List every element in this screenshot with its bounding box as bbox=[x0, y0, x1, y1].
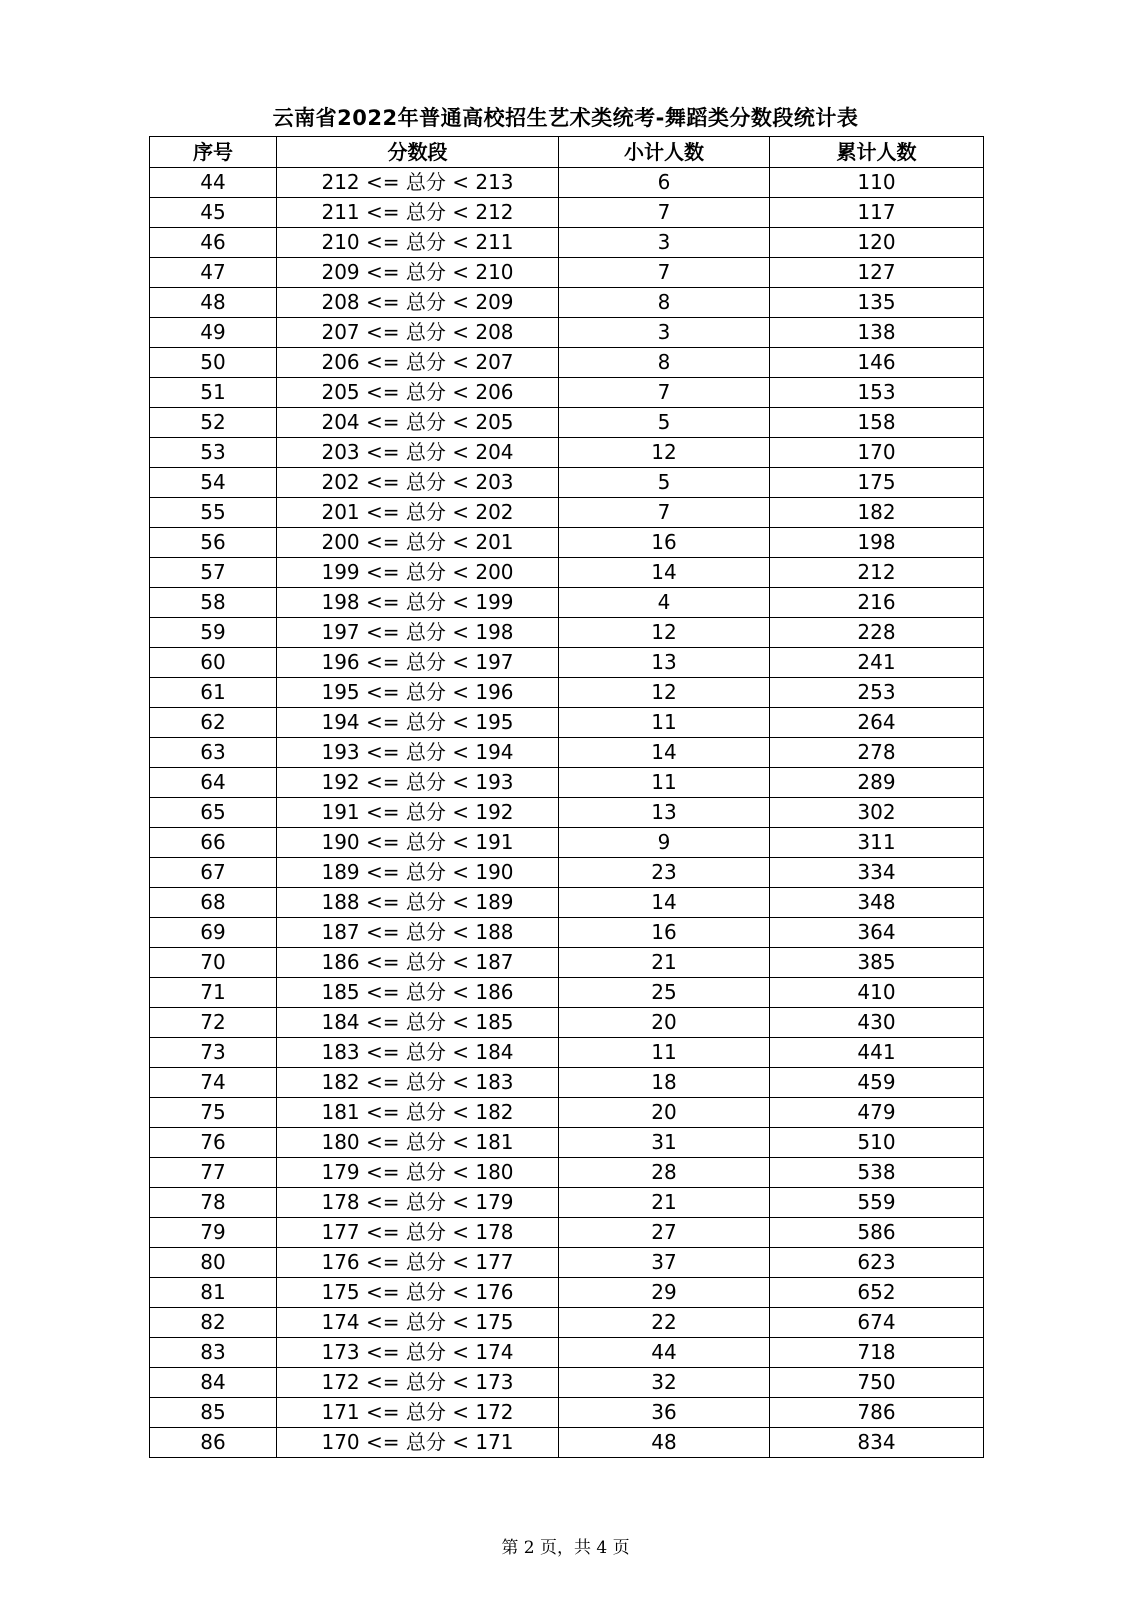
cell-seq: 86 bbox=[150, 1428, 277, 1458]
table-row bbox=[150, 498, 984, 528]
cell-subtotal: 36 bbox=[559, 1398, 770, 1428]
cell-subtotal: 3 bbox=[559, 318, 770, 348]
cell-score-range: 192 <= 总分 < 193 bbox=[277, 768, 559, 798]
cell-score-range: 205 <= 总分 < 206 bbox=[277, 378, 559, 408]
cell-score-range: 184 <= 总分 < 185 bbox=[277, 1008, 559, 1038]
cell-subtotal: 8 bbox=[559, 348, 770, 378]
cell-subtotal: 21 bbox=[559, 948, 770, 978]
cell-score-range: 181 <= 总分 < 182 bbox=[277, 1098, 559, 1128]
cell-cumulative: 559 bbox=[770, 1188, 984, 1218]
cell-seq: 51 bbox=[150, 378, 277, 408]
cell-subtotal: 12 bbox=[559, 618, 770, 648]
cell-cumulative: 170 bbox=[770, 438, 984, 468]
cell-score-range: 210 <= 总分 < 211 bbox=[277, 228, 559, 258]
cell-seq: 56 bbox=[150, 528, 277, 558]
cell-cumulative: 538 bbox=[770, 1158, 984, 1188]
cell-score-range: 208 <= 总分 < 209 bbox=[277, 288, 559, 318]
table-row bbox=[150, 1128, 984, 1158]
table-row bbox=[150, 738, 984, 768]
cell-seq: 72 bbox=[150, 1008, 277, 1038]
cell-seq: 79 bbox=[150, 1218, 277, 1248]
header-seq: 序号 bbox=[150, 137, 277, 168]
cell-seq: 57 bbox=[150, 558, 277, 588]
cell-seq: 82 bbox=[150, 1308, 277, 1338]
cell-cumulative: 182 bbox=[770, 498, 984, 528]
cell-subtotal: 11 bbox=[559, 1038, 770, 1068]
header-subtotal: 小计人数 bbox=[559, 137, 770, 168]
cell-cumulative: 586 bbox=[770, 1218, 984, 1248]
cell-subtotal: 16 bbox=[559, 918, 770, 948]
cell-score-range: 185 <= 总分 < 186 bbox=[277, 978, 559, 1008]
cell-subtotal: 6 bbox=[559, 168, 770, 198]
cell-score-range: 175 <= 总分 < 176 bbox=[277, 1278, 559, 1308]
cell-seq: 53 bbox=[150, 438, 277, 468]
table-row bbox=[150, 228, 984, 258]
cell-seq: 44 bbox=[150, 168, 277, 198]
cell-cumulative: 198 bbox=[770, 528, 984, 558]
cell-score-range: 187 <= 总分 < 188 bbox=[277, 918, 559, 948]
cell-cumulative: 479 bbox=[770, 1098, 984, 1128]
cell-seq: 62 bbox=[150, 708, 277, 738]
header-score-range: 分数段 bbox=[277, 137, 559, 168]
cell-seq: 83 bbox=[150, 1338, 277, 1368]
cell-subtotal: 29 bbox=[559, 1278, 770, 1308]
cell-seq: 75 bbox=[150, 1098, 277, 1128]
table-row bbox=[150, 438, 984, 468]
cell-subtotal: 20 bbox=[559, 1098, 770, 1128]
cell-cumulative: 127 bbox=[770, 258, 984, 288]
cell-subtotal: 11 bbox=[559, 708, 770, 738]
cell-cumulative: 228 bbox=[770, 618, 984, 648]
cell-cumulative: 834 bbox=[770, 1428, 984, 1458]
table-row bbox=[150, 1368, 984, 1398]
table-row bbox=[150, 1308, 984, 1338]
cell-cumulative: 120 bbox=[770, 228, 984, 258]
cell-score-range: 183 <= 总分 < 184 bbox=[277, 1038, 559, 1068]
table-row bbox=[150, 1218, 984, 1248]
cell-seq: 74 bbox=[150, 1068, 277, 1098]
cell-seq: 54 bbox=[150, 468, 277, 498]
cell-cumulative: 241 bbox=[770, 648, 984, 678]
cell-cumulative: 410 bbox=[770, 978, 984, 1008]
cell-subtotal: 7 bbox=[559, 378, 770, 408]
cell-subtotal: 23 bbox=[559, 858, 770, 888]
cell-score-range: 203 <= 总分 < 204 bbox=[277, 438, 559, 468]
cell-score-range: 173 <= 总分 < 174 bbox=[277, 1338, 559, 1368]
cell-cumulative: 135 bbox=[770, 288, 984, 318]
cell-cumulative: 786 bbox=[770, 1398, 984, 1428]
cell-score-range: 188 <= 总分 < 189 bbox=[277, 888, 559, 918]
table-row bbox=[150, 588, 984, 618]
table-row bbox=[150, 768, 984, 798]
page-title: 云南省2022年普通高校招生艺术类统考-舞蹈类分数段统计表 bbox=[272, 106, 859, 130]
cell-subtotal: 13 bbox=[559, 798, 770, 828]
cell-cumulative: 430 bbox=[770, 1008, 984, 1038]
cell-subtotal: 5 bbox=[559, 408, 770, 438]
table-row bbox=[150, 168, 984, 198]
cell-seq: 70 bbox=[150, 948, 277, 978]
cell-seq: 48 bbox=[150, 288, 277, 318]
cell-subtotal: 9 bbox=[559, 828, 770, 858]
table-row bbox=[150, 618, 984, 648]
cell-score-range: 172 <= 总分 < 173 bbox=[277, 1368, 559, 1398]
cell-subtotal: 44 bbox=[559, 1338, 770, 1368]
cell-score-range: 186 <= 总分 < 187 bbox=[277, 948, 559, 978]
cell-seq: 46 bbox=[150, 228, 277, 258]
cell-subtotal: 37 bbox=[559, 1248, 770, 1278]
cell-seq: 66 bbox=[150, 828, 277, 858]
cell-score-range: 202 <= 总分 < 203 bbox=[277, 468, 559, 498]
table-row bbox=[150, 1098, 984, 1128]
table-row bbox=[150, 888, 984, 918]
cell-seq: 61 bbox=[150, 678, 277, 708]
table-row bbox=[150, 1428, 984, 1458]
cell-subtotal: 4 bbox=[559, 588, 770, 618]
cell-score-range: 176 <= 总分 < 177 bbox=[277, 1248, 559, 1278]
cell-subtotal: 27 bbox=[559, 1218, 770, 1248]
table-row bbox=[150, 858, 984, 888]
table-row bbox=[150, 1158, 984, 1188]
cell-seq: 69 bbox=[150, 918, 277, 948]
cell-seq: 49 bbox=[150, 318, 277, 348]
table-row bbox=[150, 978, 984, 1008]
cell-score-range: 206 <= 总分 < 207 bbox=[277, 348, 559, 378]
cell-seq: 64 bbox=[150, 768, 277, 798]
cell-score-range: 182 <= 总分 < 183 bbox=[277, 1068, 559, 1098]
cell-score-range: 204 <= 总分 < 205 bbox=[277, 408, 559, 438]
cell-seq: 52 bbox=[150, 408, 277, 438]
cell-cumulative: 652 bbox=[770, 1278, 984, 1308]
table-row bbox=[150, 318, 984, 348]
cell-cumulative: 110 bbox=[770, 168, 984, 198]
cell-subtotal: 22 bbox=[559, 1308, 770, 1338]
table-row bbox=[150, 798, 984, 828]
cell-cumulative: 253 bbox=[770, 678, 984, 708]
cell-cumulative: 117 bbox=[770, 198, 984, 228]
cell-score-range: 209 <= 总分 < 210 bbox=[277, 258, 559, 288]
cell-subtotal: 14 bbox=[559, 558, 770, 588]
cell-cumulative: 158 bbox=[770, 408, 984, 438]
cell-score-range: 198 <= 总分 < 199 bbox=[277, 588, 559, 618]
cell-score-range: 178 <= 总分 < 179 bbox=[277, 1188, 559, 1218]
cell-cumulative: 175 bbox=[770, 468, 984, 498]
cell-score-range: 180 <= 总分 < 181 bbox=[277, 1128, 559, 1158]
cell-subtotal: 11 bbox=[559, 768, 770, 798]
cell-cumulative: 674 bbox=[770, 1308, 984, 1338]
page-footer: 第 2 页，共 4 页 bbox=[501, 1538, 630, 1558]
cell-seq: 84 bbox=[150, 1368, 277, 1398]
cell-subtotal: 14 bbox=[559, 888, 770, 918]
table-row bbox=[150, 288, 984, 318]
cell-cumulative: 459 bbox=[770, 1068, 984, 1098]
table-row bbox=[150, 528, 984, 558]
table-row bbox=[150, 678, 984, 708]
table-row bbox=[150, 408, 984, 438]
score-distribution-table bbox=[149, 136, 984, 1458]
cell-score-range: 199 <= 总分 < 200 bbox=[277, 558, 559, 588]
cell-seq: 45 bbox=[150, 198, 277, 228]
cell-score-range: 195 <= 总分 < 196 bbox=[277, 678, 559, 708]
cell-score-range: 170 <= 总分 < 171 bbox=[277, 1428, 559, 1458]
cell-seq: 67 bbox=[150, 858, 277, 888]
table-row bbox=[150, 948, 984, 978]
cell-seq: 63 bbox=[150, 738, 277, 768]
cell-seq: 60 bbox=[150, 648, 277, 678]
cell-seq: 47 bbox=[150, 258, 277, 288]
cell-seq: 78 bbox=[150, 1188, 277, 1218]
cell-cumulative: 264 bbox=[770, 708, 984, 738]
cell-subtotal: 31 bbox=[559, 1128, 770, 1158]
cell-score-range: 197 <= 总分 < 198 bbox=[277, 618, 559, 648]
table-header-row bbox=[150, 137, 984, 168]
cell-seq: 68 bbox=[150, 888, 277, 918]
table-row bbox=[150, 558, 984, 588]
cell-score-range: 174 <= 总分 < 175 bbox=[277, 1308, 559, 1338]
table-row bbox=[150, 918, 984, 948]
table-row bbox=[150, 1248, 984, 1278]
cell-cumulative: 334 bbox=[770, 858, 984, 888]
cell-subtotal: 21 bbox=[559, 1188, 770, 1218]
cell-subtotal: 48 bbox=[559, 1428, 770, 1458]
cell-cumulative: 278 bbox=[770, 738, 984, 768]
cell-seq: 81 bbox=[150, 1278, 277, 1308]
cell-subtotal: 25 bbox=[559, 978, 770, 1008]
cell-score-range: 191 <= 总分 < 192 bbox=[277, 798, 559, 828]
table-row bbox=[150, 648, 984, 678]
cell-cumulative: 289 bbox=[770, 768, 984, 798]
table-body bbox=[150, 168, 984, 1458]
cell-seq: 71 bbox=[150, 978, 277, 1008]
table-row bbox=[150, 708, 984, 738]
table-row bbox=[150, 378, 984, 408]
cell-subtotal: 20 bbox=[559, 1008, 770, 1038]
cell-subtotal: 8 bbox=[559, 288, 770, 318]
cell-subtotal: 3 bbox=[559, 228, 770, 258]
cell-cumulative: 138 bbox=[770, 318, 984, 348]
cell-cumulative: 212 bbox=[770, 558, 984, 588]
cell-score-range: 179 <= 总分 < 180 bbox=[277, 1158, 559, 1188]
cell-score-range: 200 <= 总分 < 201 bbox=[277, 528, 559, 558]
cell-seq: 77 bbox=[150, 1158, 277, 1188]
table-row bbox=[150, 1278, 984, 1308]
cell-score-range: 193 <= 总分 < 194 bbox=[277, 738, 559, 768]
cell-cumulative: 623 bbox=[770, 1248, 984, 1278]
cell-score-range: 171 <= 总分 < 172 bbox=[277, 1398, 559, 1428]
cell-score-range: 194 <= 总分 < 195 bbox=[277, 708, 559, 738]
cell-score-range: 201 <= 总分 < 202 bbox=[277, 498, 559, 528]
header-cumulative: 累计人数 bbox=[770, 137, 984, 168]
cell-subtotal: 7 bbox=[559, 198, 770, 228]
cell-subtotal: 13 bbox=[559, 648, 770, 678]
cell-cumulative: 441 bbox=[770, 1038, 984, 1068]
cell-score-range: 212 <= 总分 < 213 bbox=[277, 168, 559, 198]
cell-subtotal: 12 bbox=[559, 438, 770, 468]
cell-subtotal: 5 bbox=[559, 468, 770, 498]
table-row bbox=[150, 1338, 984, 1368]
cell-score-range: 207 <= 总分 < 208 bbox=[277, 318, 559, 348]
cell-seq: 65 bbox=[150, 798, 277, 828]
table-row bbox=[150, 1398, 984, 1428]
cell-seq: 85 bbox=[150, 1398, 277, 1428]
table-row bbox=[150, 1038, 984, 1068]
cell-subtotal: 7 bbox=[559, 498, 770, 528]
cell-seq: 55 bbox=[150, 498, 277, 528]
cell-cumulative: 146 bbox=[770, 348, 984, 378]
cell-seq: 76 bbox=[150, 1128, 277, 1158]
cell-subtotal: 12 bbox=[559, 678, 770, 708]
cell-seq: 80 bbox=[150, 1248, 277, 1278]
cell-subtotal: 14 bbox=[559, 738, 770, 768]
cell-score-range: 189 <= 总分 < 190 bbox=[277, 858, 559, 888]
cell-cumulative: 364 bbox=[770, 918, 984, 948]
cell-cumulative: 510 bbox=[770, 1128, 984, 1158]
cell-score-range: 177 <= 总分 < 178 bbox=[277, 1218, 559, 1248]
cell-score-range: 211 <= 总分 < 212 bbox=[277, 198, 559, 228]
table-row bbox=[150, 1188, 984, 1218]
cell-seq: 58 bbox=[150, 588, 277, 618]
cell-score-range: 196 <= 总分 < 197 bbox=[277, 648, 559, 678]
table-row bbox=[150, 198, 984, 228]
cell-cumulative: 302 bbox=[770, 798, 984, 828]
cell-subtotal: 28 bbox=[559, 1158, 770, 1188]
table-row bbox=[150, 258, 984, 288]
cell-subtotal: 16 bbox=[559, 528, 770, 558]
cell-subtotal: 18 bbox=[559, 1068, 770, 1098]
cell-cumulative: 216 bbox=[770, 588, 984, 618]
table-row bbox=[150, 1008, 984, 1038]
cell-subtotal: 32 bbox=[559, 1368, 770, 1398]
table-row bbox=[150, 468, 984, 498]
table-row bbox=[150, 348, 984, 378]
cell-cumulative: 718 bbox=[770, 1338, 984, 1368]
table-row bbox=[150, 828, 984, 858]
cell-cumulative: 311 bbox=[770, 828, 984, 858]
cell-seq: 59 bbox=[150, 618, 277, 648]
cell-seq: 73 bbox=[150, 1038, 277, 1068]
cell-score-range: 190 <= 总分 < 191 bbox=[277, 828, 559, 858]
cell-cumulative: 750 bbox=[770, 1368, 984, 1398]
cell-subtotal: 7 bbox=[559, 258, 770, 288]
cell-cumulative: 348 bbox=[770, 888, 984, 918]
cell-seq: 50 bbox=[150, 348, 277, 378]
cell-cumulative: 153 bbox=[770, 378, 984, 408]
cell-cumulative: 385 bbox=[770, 948, 984, 978]
table-row bbox=[150, 1068, 984, 1098]
